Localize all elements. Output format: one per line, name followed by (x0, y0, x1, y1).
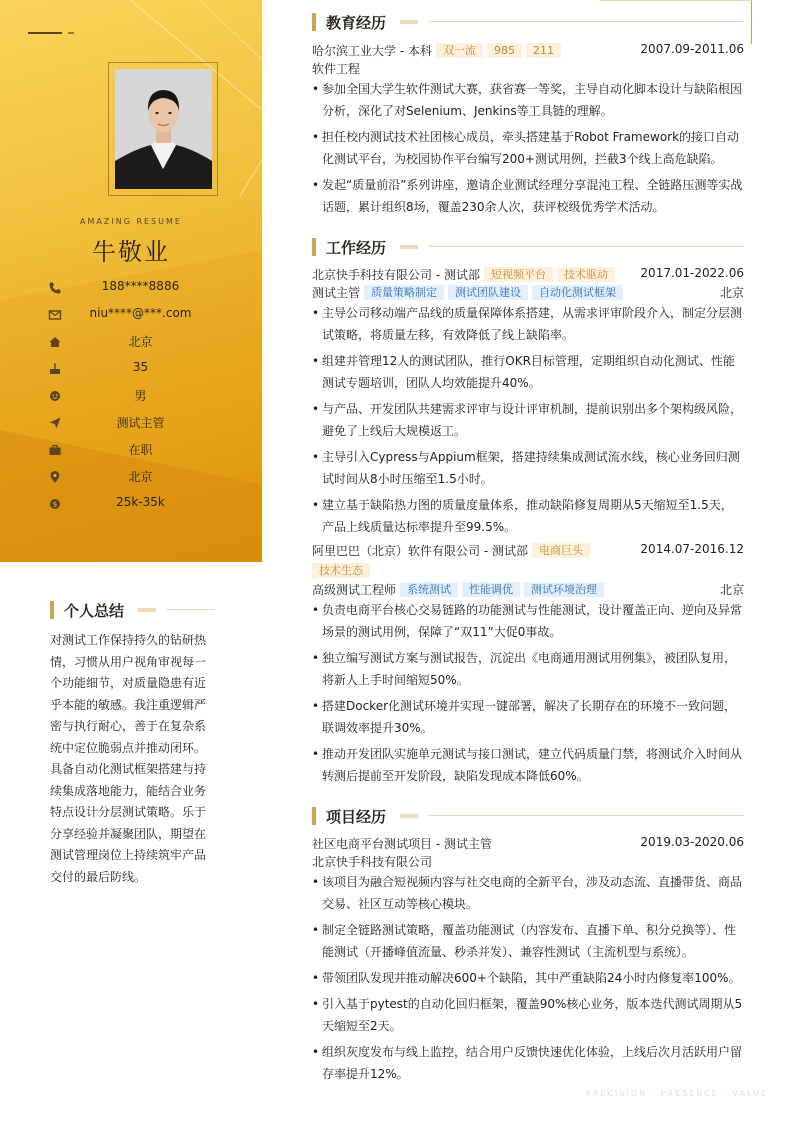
education-bullets (312, 78, 744, 222)
section-marker (50, 601, 54, 619)
home-icon (48, 335, 62, 349)
email-icon (48, 308, 62, 322)
svg-text:$: $ (52, 500, 58, 509)
money-icon (48, 497, 62, 511)
job-tag-row (312, 563, 744, 581)
job-role: 高级测试工程师 (312, 583, 397, 597)
summary-text: 对测试工作保持持久的钻研热情，习惯从用户视角审视每一个功能细节，对质量隐患有近乎本能的敏感。我注重逻辑严密与执行耐心，善于在复杂系统中定位脆弱点并推动闭环。具备自动化测试框架搭建与持续集成落地能力，能结合业务特点设计分层测试策略。乐于分享经验并凝聚团队，期望在测试管理岗位上持续筑牢产品交付的最后防线。 (50, 633, 207, 884)
list-item: • 负责电商平台核心交易链路的功能测试与性能测试，设计覆盖正向、逆向及异常场景的测试用例，保障了“双11”大促0事故。 (312, 599, 744, 643)
phone-text: 188****8886 (101, 279, 180, 293)
education-header (312, 12, 744, 32)
info-status (48, 439, 248, 459)
job-company-row (312, 266, 744, 284)
job-period: 2014.07-2016.12 (640, 542, 744, 556)
footer-motto: PRECISION · PRESENCE · VALUE (586, 1089, 768, 1098)
company-name: 阿里巴巴（北京）软件有限公司 - 测试部 (312, 544, 528, 558)
role-tag: 性能调优 (462, 582, 520, 597)
company-tag: 短视频平台 (484, 267, 553, 282)
list-item: • 制定全链路测试策略，覆盖功能测试（内容发布、直播下单、积分兑换等）、性能测试（开播峰值流量、秒杀并发）、兼容性测试（主流机型与系统）。 (312, 919, 744, 963)
project-title: 项目经历 (326, 808, 387, 826)
briefcase-icon (48, 443, 62, 457)
company-tag: 技术生态 (312, 563, 370, 578)
info-salary (48, 493, 248, 513)
section-rule (428, 246, 744, 247)
resume-tagline: AMAZING RESUME (80, 217, 182, 226)
list-item: • 与产品、开发团队共建需求评审与设计评审机制，提前识别出多个架构级风险，避免了上线后大规模返工。 (312, 398, 744, 442)
list-item: • 发起“质量前沿”系列讲座，邀请企业测试经理分享混沌工程、全链路压测等实战话题，累计组织8场，覆盖230余人次，获评校级优秀学术活动。 (312, 174, 744, 218)
list-item: • 主导公司移动端产品线的质量保障体系搭建，从需求评审阶段介入，制定分层测试策略，将质量左移，有效降低了线上缺陷率。 (312, 302, 744, 346)
list-item: • 该项目为融合短视频内容与社交电商的全新平台，涉及动态流、直播带货、商品交易、社区互动等核心模块。 (312, 871, 744, 915)
phone-icon (48, 281, 62, 295)
education-major: 软件工程 (312, 62, 361, 76)
job-city: 北京 (719, 583, 744, 597)
job-role: 测试主管 (312, 286, 361, 300)
role-tag: 自动化测试框架 (532, 285, 623, 300)
salary-text: 25k-35k (116, 495, 165, 509)
avatar (115, 69, 212, 189)
send-icon (48, 416, 62, 430)
section-rule (166, 609, 214, 610)
age-text: 35 (132, 360, 149, 374)
job-bullets (312, 599, 744, 791)
school-name: 哈尔滨工业大学 - 本科 (312, 44, 432, 58)
location-pin-icon (48, 470, 62, 484)
company-tag: 电商巨头 (532, 543, 590, 558)
project-period: 2019.03-2020.06 (640, 835, 744, 849)
job-bullets (312, 302, 744, 542)
role-tag: 质量策略制定 (364, 285, 444, 300)
section-dash (400, 20, 418, 24)
cake-icon (48, 362, 62, 376)
list-item: • 参加全国大学生软件测试大赛，获省赛一等奖，主导自动化脚本设计与缺陷根因分析，深化了对Selenium、Jenkins等工具链的理解。 (312, 78, 744, 122)
status-text: 在职 (128, 443, 153, 457)
work-title: 工作经历 (326, 239, 387, 257)
project-bullets (312, 871, 744, 1089)
job-period: 2017.01-2022.06 (640, 266, 744, 280)
company-tag: 技术驱动 (557, 267, 615, 282)
section-marker (312, 13, 316, 31)
accent-dot (68, 32, 74, 34)
list-item: • 搭建Docker化测试环境并实现一键部署，解决了长期存在的环境不一致问题，联调效率提升30%。 (312, 695, 744, 739)
education-major-row (312, 60, 744, 78)
info-location (48, 466, 248, 486)
summary-title: 个人总结 (64, 602, 125, 620)
school-tag: 985 (487, 43, 522, 58)
section-marker (312, 238, 316, 256)
gender-text: 男 (134, 389, 147, 403)
list-item: • 推动开发团队实施单元测试与接口测试，建立代码质量门禁，将测试介入时间从转测后提前至开发阶段，缺陷发现成本降低60%。 (312, 743, 744, 787)
list-item: • 组建并管理12人的测试团队，推行OKR目标管理，定期组织自动化测试、性能测试专题培训，团队人均效能提升40%。 (312, 350, 744, 394)
list-item: • 带领团队发现并推动解决600+个缺陷，其中严重缺陷24小时内修复率100%。 (312, 967, 744, 989)
email-text: niu****@***.com (89, 306, 192, 320)
project-name: 社区电商平台测试项目 - 测试主管 (312, 837, 492, 851)
job-city: 北京 (719, 286, 744, 300)
project-name-row (312, 835, 744, 853)
project-company-row (312, 853, 744, 871)
school-tag: 双一流 (436, 43, 483, 58)
project-header (312, 806, 744, 826)
job-role-row (312, 284, 744, 302)
list-item: • 独立编写测试方案与测试报告，沉淀出《电商通用测试用例集》，被团队复用，将新人上手时间缩短50%。 (312, 647, 744, 691)
list-item: • 建立基于缺陷热力图的质量度量体系，推动缺陷修复周期从5天缩短至1.5天，产品上线质量达标率提升至99.5%。 (312, 494, 744, 538)
list-item: • 引入基于pytest的自动化回归框架，覆盖90%核心业务，版本迭代测试周期从5天缩短至2天。 (312, 993, 744, 1037)
smile-icon (48, 389, 62, 403)
section-rule (428, 21, 744, 22)
role-tag: 系统测试 (400, 582, 458, 597)
info-position (48, 412, 248, 432)
home-text: 北京 (128, 335, 153, 349)
list-item: • 组织灰度发布与线上监控，结合用户反馈快速优化体验，上线后次月活跃用户留存率提升12%。 (312, 1041, 744, 1085)
sidebar (0, 0, 262, 562)
section-marker (312, 807, 316, 825)
school-tag: 211 (526, 43, 561, 58)
job-role-row (312, 581, 744, 599)
role-tag: 测试团队建设 (448, 285, 528, 300)
company-name: 北京快手科技有限公司 - 测试部 (312, 268, 480, 282)
job-company-row (312, 542, 744, 560)
info-gender (48, 385, 248, 405)
education-school-row (312, 42, 744, 60)
location-text: 北京 (128, 470, 153, 484)
role-tag: 测试环境治理 (524, 582, 604, 597)
work-header (312, 237, 744, 257)
candidate-name: 牛敬业 (92, 238, 170, 266)
info-home (48, 331, 248, 351)
info-age (48, 358, 248, 378)
position-text: 测试主管 (116, 416, 165, 430)
section-dash (400, 245, 418, 249)
education-title: 教育经历 (326, 14, 387, 32)
education-period: 2007.09-2011.06 (640, 42, 744, 56)
project-company: 北京快手科技有限公司 (312, 855, 433, 869)
info-email (48, 304, 248, 324)
section-dash (400, 814, 418, 818)
list-item: • 担任校内测试技术社团核心成员，牵头搭建基于Robot Framework的接口自动化测试平台，为校园协作平台编写200+测试用例，拦截3个线上高危缺陷。 (312, 126, 744, 170)
info-phone (48, 277, 248, 297)
section-dash (138, 608, 156, 612)
accent-line (28, 32, 62, 34)
section-rule (428, 815, 744, 816)
list-item: • 主导引入Cypress与Appium框架，搭建持续集成测试流水线，核心业务回归测试时间从8小时压缩至1.5小时。 (312, 446, 744, 490)
